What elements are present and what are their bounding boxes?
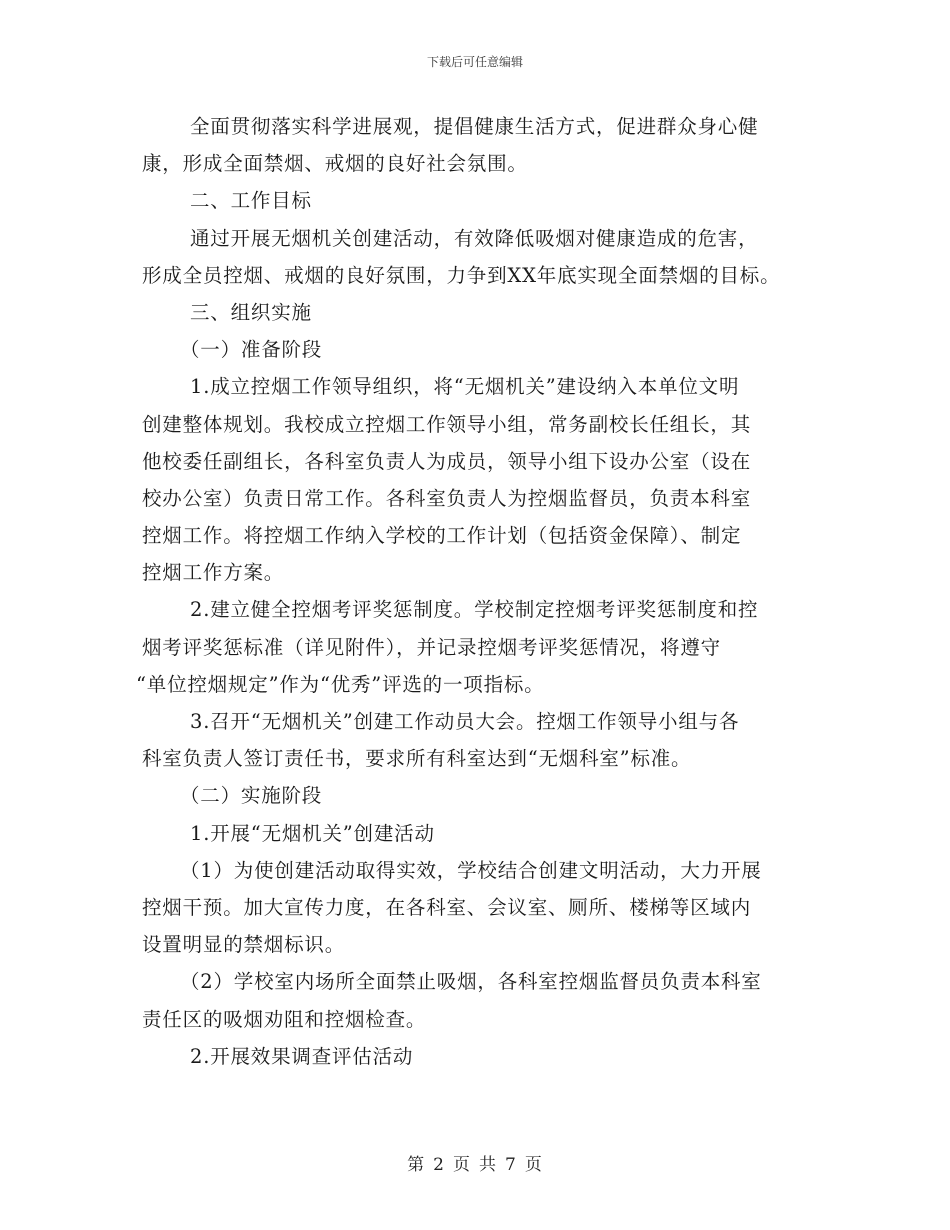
paragraph-line: 科室负责人签订责任书，要求所有科室达到“无烟科室”标准。: [142, 747, 692, 771]
footer-current-page: 2: [433, 1155, 445, 1175]
paragraph-line: 全面贯彻落实科学进展观，提倡健康生活方式，促进群众身心健: [190, 115, 759, 138]
paragraph-line: “单位控烟规定”作为“优秀”评选的一项指标。: [136, 672, 545, 696]
footer-total-pages: 7: [505, 1155, 517, 1175]
paragraph-line: 控烟工作。将控烟工作纳入学校的工作计划（包括资金保障）、制定: [142, 524, 742, 548]
paragraph-line: 控烟干预。加大宣传力度，在各科室、会议室、厕所、楼梯等区域内: [142, 895, 752, 919]
paragraph-line: 1.开展“无烟机关”创建活动: [190, 821, 435, 845]
paragraph-line: 三、组织实施: [190, 300, 312, 324]
paragraph-line: （二）实施阶段: [180, 784, 323, 808]
paragraph-line: 他校委任副组长，各科室负责人为成员，领导小组下设办公室（设在: [142, 449, 752, 473]
paragraph-line: 通过开展无烟机关创建活动，有效降低吸烟对健康造成的危害，: [190, 226, 759, 250]
page-footer: [0, 1150, 950, 1175]
paragraph-line: 烟考评奖惩标准（详见附件），并记录控烟考评奖惩情况，将遵守: [142, 635, 721, 659]
paragraph-line: 2.建立健全控烟考评奖惩制度。学校制定控烟考评奖惩制度和控: [190, 598, 759, 622]
paragraph-line: 设置明显的禁烟标识。: [142, 933, 346, 957]
paragraph-line: （2）学校室内场所全面禁止吸烟，各科室控烟监督员负责本科室: [180, 970, 762, 994]
paragraph-line: 1.成立控烟工作领导组织，将“无烟机关”建设纳入本单位文明: [190, 375, 740, 399]
paragraph-line: 控烟工作方案。: [142, 561, 285, 585]
paragraph-line: 校办公室）负责日常工作。各科室负责人为控烟监督员，负责本科室: [142, 486, 752, 510]
paragraph-line: 二、工作目标: [190, 189, 312, 213]
paragraph-line: 康，形成全面禁烟、戒烟的良好社会氛围。: [142, 152, 528, 176]
page-header: 下载后可任意编辑: [426, 55, 523, 69]
paragraph-line: （一）准备阶段: [180, 338, 323, 362]
footer-total-word: 共: [479, 1155, 497, 1175]
footer-page-word: 页: [453, 1155, 471, 1175]
paragraph-line: 责任区的吸烟劝阻和控烟检查。: [142, 1007, 427, 1031]
document-body: [136, 108, 832, 1075]
paragraph-line: （1）为使创建活动取得实效，学校结合创建文明活动，大力开展: [180, 858, 762, 882]
footer-suffix: 页: [524, 1155, 543, 1175]
footer-prefix: 第: [407, 1155, 426, 1175]
paragraph-line: 形成全员控烟、戒烟的良好氛围，力争到XX年底实现全面禁烟的目标。: [142, 263, 781, 287]
paragraph-line: 3.召开“无烟机关”创建工作动员大会。控烟工作领导小组与各: [190, 710, 740, 733]
paragraph-line: 2.开展效果调查评估活动: [190, 1044, 414, 1068]
paragraph-line: 创建整体规划。我校成立控烟工作领导小组，常务副校长任组长，其: [142, 412, 752, 436]
